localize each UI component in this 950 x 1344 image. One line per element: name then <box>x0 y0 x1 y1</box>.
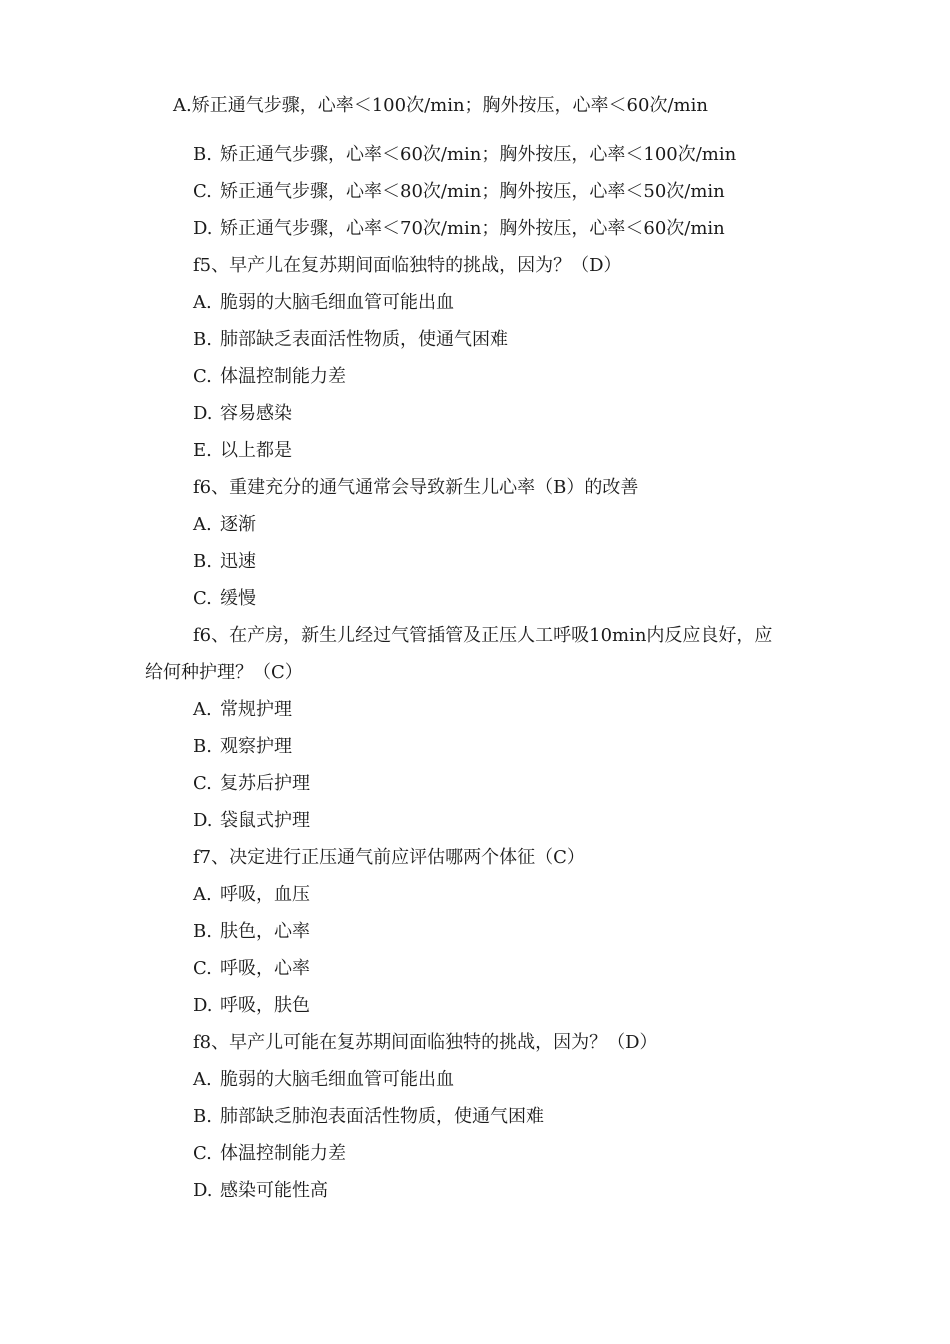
option-line-first: A.矫正通气步骤，心率＜100次/min；胸外按压，心率＜60次/min <box>173 95 708 116</box>
option-text: 逐渐 <box>220 514 256 535</box>
option-text: 体温控制能力差 <box>220 366 346 387</box>
option-line <box>193 957 310 981</box>
option-line <box>193 291 454 315</box>
option-label: D. <box>193 810 213 831</box>
question-continuation: 给何种护理？（C） <box>145 662 303 683</box>
option-text: 感染可能性高 <box>220 1180 328 1201</box>
question-line: f7、决定进行正压通气前应评估哪两个体征（C） <box>193 847 585 868</box>
option-label: A. <box>193 514 212 535</box>
option-label: D. <box>193 1180 213 1201</box>
option-label: A. <box>193 699 212 720</box>
question-line: f5、早产儿在复苏期间面临独特的挑战，因为？（D） <box>193 255 622 276</box>
question-line: f8、早产儿可能在复苏期间面临独特的挑战，因为？（D） <box>193 1032 658 1053</box>
option-label: B. <box>193 144 212 165</box>
option-line <box>193 883 310 907</box>
option-label: D. <box>193 403 213 424</box>
option-line <box>193 587 256 611</box>
option-label: C. <box>193 181 212 202</box>
option-text: 复苏后护理 <box>220 773 310 794</box>
option-label: C. <box>193 366 212 387</box>
option-text: 缓慢 <box>220 588 256 609</box>
option-label: C. <box>193 773 212 794</box>
option-label: C. <box>193 958 212 979</box>
option-text: 常规护理 <box>220 699 292 720</box>
option-text: 呼吸，肤色 <box>220 995 310 1016</box>
question-line: f6、重建充分的通气通常会导致新生儿心率（B）的改善 <box>193 477 639 498</box>
option-text: 肤色，心率 <box>220 921 310 942</box>
option-text: 袋鼠式护理 <box>220 810 310 831</box>
option-text: 矫正通气步骤，心率＜60次/min；胸外按压，心率＜100次/min <box>220 144 737 165</box>
option-line <box>193 772 310 796</box>
option-label: B. <box>193 736 212 757</box>
option-text: 脆弱的大脑毛细血管可能出血 <box>220 1069 454 1090</box>
option-line <box>193 143 736 167</box>
option-label: A. <box>193 884 212 905</box>
option-line <box>193 402 292 426</box>
option-label: A. <box>193 1069 212 1090</box>
option-line <box>193 328 508 352</box>
option-label: D. <box>193 218 213 239</box>
option-text: 矫正通气步骤，心率＜80次/min；胸外按压，心率＜50次/min <box>220 181 725 202</box>
option-line <box>193 180 725 204</box>
option-text: 容易感染 <box>220 403 292 424</box>
option-line <box>193 217 725 241</box>
option-line <box>193 735 292 759</box>
option-line <box>193 1068 454 1092</box>
option-line <box>193 698 292 722</box>
option-text: 呼吸，心率 <box>220 958 310 979</box>
option-line <box>193 1179 328 1203</box>
option-text: 矫正通气步骤，心率＜70次/min；胸外按压，心率＜60次/min <box>220 218 725 239</box>
option-line <box>193 439 292 463</box>
option-text: 肺部缺乏表面活性物质，使通气困难 <box>220 329 508 350</box>
option-label: C. <box>193 1143 212 1164</box>
option-line <box>193 365 346 389</box>
option-line <box>193 1142 346 1166</box>
option-line <box>193 513 256 537</box>
option-line <box>193 920 310 944</box>
option-text: 观察护理 <box>220 736 292 757</box>
option-text: 脆弱的大脑毛细血管可能出血 <box>220 292 454 313</box>
option-line <box>193 994 310 1018</box>
option-text: 体温控制能力差 <box>220 1143 346 1164</box>
option-text: 以上都是 <box>220 440 292 461</box>
option-line <box>193 550 256 574</box>
option-label: B. <box>193 1106 212 1127</box>
option-text: 肺部缺乏肺泡表面活性物质，使通气困难 <box>220 1106 544 1127</box>
option-label: B. <box>193 329 212 350</box>
option-text: 呼吸，血压 <box>220 884 310 905</box>
option-line <box>193 809 310 833</box>
option-label: B. <box>193 921 212 942</box>
option-label: A. <box>193 292 212 313</box>
option-label: B. <box>193 551 212 572</box>
option-label: C. <box>193 588 212 609</box>
option-label: D. <box>193 995 213 1016</box>
question-line: f6、在产房，新生儿经过气管插管及正压人工呼吸10min内反应良好，应 <box>193 625 773 646</box>
option-line <box>193 1105 544 1129</box>
option-text: 迅速 <box>220 551 256 572</box>
option-label: E. <box>193 440 212 461</box>
